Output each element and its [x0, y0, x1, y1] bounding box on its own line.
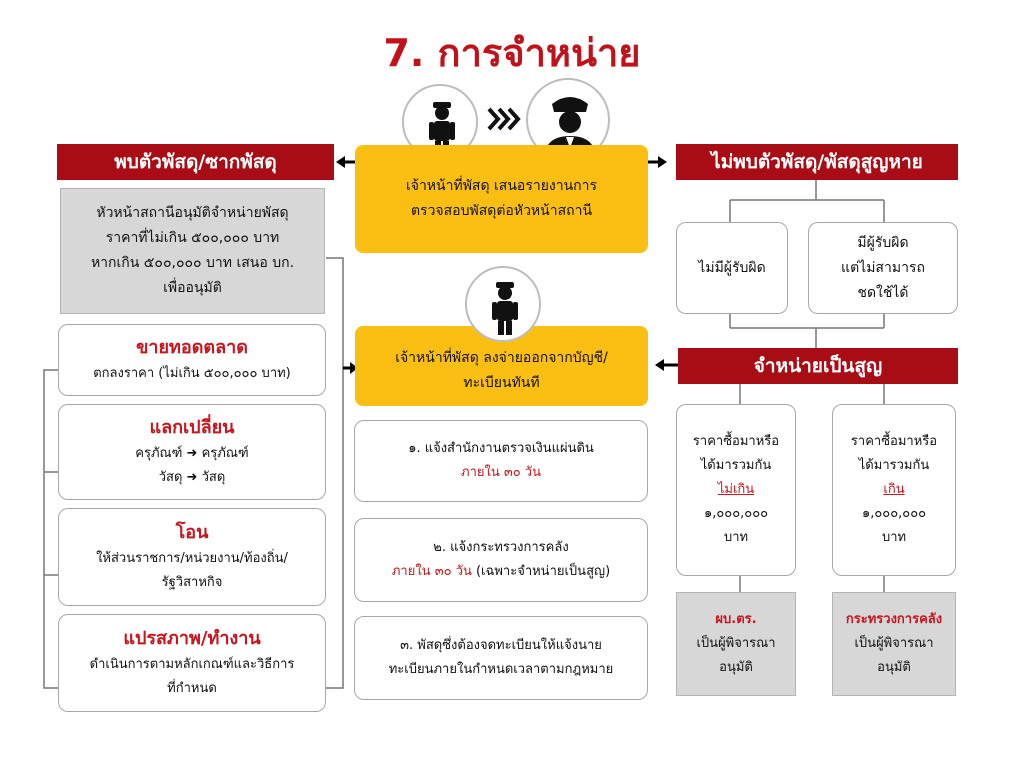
liable-line3: ชดใช้ได้ [857, 284, 909, 301]
step-3 [354, 616, 648, 700]
method-convert-line2: ที่กำหนด [167, 681, 217, 696]
method-exchange [58, 404, 326, 500]
step-2-note: (เฉพาะจำหน่ายเป็นสูญ) [471, 564, 611, 579]
writeoff-record-line2: ทะเบียนทันที [463, 375, 540, 391]
chevrons-right-icon [486, 104, 522, 134]
exchange-to-2: วัสดุ [201, 470, 226, 485]
police-officer-icon [465, 266, 541, 342]
approval-line3: หากเกิน ๕๐๐,๐๐๐ บาท เสนอ บก. [90, 255, 295, 271]
writeoff-record-line1: เจ้าหน้าที่พัสดุ ลงจ่ายออกจากบัญชี/ [395, 350, 608, 366]
price-under-line1: ราคาซื้อมาหรือ [692, 434, 780, 449]
exchange-row-1 [135, 442, 248, 466]
price-under-amount: ๑,๐๐๐,๐๐๐ [703, 506, 769, 521]
exchange-from-1: ครุภัณฑ์ [135, 446, 183, 461]
exchange-from-2: วัสดุ [158, 470, 183, 485]
liable-line1: มีผู้รับผิด [857, 234, 909, 251]
found-items-banner: พบตัวพัสดุ/ซากพัสดุ [57, 144, 334, 180]
price-under-unit: บาท [723, 530, 749, 545]
method-auction [58, 324, 326, 396]
approver-finance-name: กระทรวงการคลัง [845, 612, 943, 627]
approval-line4: เพื่ออนุมัติ [163, 280, 222, 296]
approver-finance-line2: อนุมัติ [877, 660, 911, 675]
price-under-line2: ได้มารวมกัน [700, 458, 772, 473]
approval-line2: ราคาที่ไม่เกิน ๕๐๐,๐๐๐ บาท [105, 230, 280, 246]
approver-police-line1: เป็นผู้พิจารณา [696, 636, 776, 651]
price-over-line2: ได้มารวมกัน [858, 458, 930, 473]
price-under-cond: ไม่เกิน [717, 482, 755, 497]
step-2-deadline: ภายใน ๓๐ วัน [391, 564, 472, 579]
step-3-line1: ๓. พัสดุซึ่งต้องจดทะเบียนให้แจ้งนาย [400, 638, 602, 653]
arrow-right-icon: ➜ [186, 470, 198, 485]
arrow-right-icon: ➜ [186, 446, 198, 461]
step-2-line1: ๒. แจ้งกระทรวงการคลัง [433, 540, 569, 555]
approval-box [60, 188, 325, 314]
exchange-to-1: ครุภัณฑ์ [201, 446, 249, 461]
step-1 [354, 420, 648, 502]
price-over-amount: ๑,๐๐๐,๐๐๐ [861, 506, 927, 521]
price-box-under [676, 404, 796, 576]
price-over-line1: ราคาซื้อมาหรือ [850, 434, 938, 449]
method-convert-title: แปรสภาพ/ทำงาน [123, 628, 261, 649]
method-auction-title: ขายทอดตลาด [136, 337, 248, 358]
step-2 [354, 518, 648, 602]
writeoff-banner: จำหน่ายเป็นสูญ [678, 348, 958, 384]
approver-police-name: ผบ.ตร. [715, 612, 757, 627]
price-over-cond: เกิน [883, 482, 905, 497]
method-transfer [58, 508, 326, 606]
page-title: 7. การจำหน่าย [383, 31, 641, 75]
no-liable-box: ไม่มีผู้รับผิด [676, 222, 788, 314]
step-1-deadline: ภายใน ๓๐ วัน [461, 465, 541, 480]
price-over-unit: บาท [881, 530, 907, 545]
step-3-note: ทะเบียนภายในกำหนดเวลาตามกฎหมาย [388, 662, 614, 677]
method-transfer-line2: รัฐวิสาหกิจ [161, 575, 223, 590]
liable-line2: แต่ไม่สามารถ [841, 259, 925, 276]
method-exchange-title: แลกเปลี่ยน [149, 417, 235, 438]
report-box [355, 145, 648, 253]
report-box-line1: เจ้าหน้าที่พัสดุ เสนอรายงานการ [405, 178, 598, 194]
method-convert-line1: ดำเนินการตามหลักเกณฑ์และวิธีการ [89, 657, 295, 672]
exchange-row-2 [159, 466, 226, 490]
report-box-line2: ตรวจสอบพัสดุต่อหัวหน้าสถานี [410, 203, 593, 219]
liable-box [808, 222, 958, 314]
method-convert [58, 614, 326, 712]
approval-line1: หัวหน้าสถานีอนุมัติจำหน่ายพัสดุ [96, 205, 289, 221]
approver-police-line2: อนุมัติ [719, 660, 753, 675]
step-1-line1: ๑. แจ้งสำนักงานตรวจเงินแผ่นดิน [408, 441, 594, 456]
approver-box-police [676, 592, 796, 696]
approver-box-finance [832, 592, 956, 696]
approver-finance-line1: เป็นผู้พิจารณา [854, 636, 934, 651]
method-auction-desc: ตกลงราคา (ไม่เกิน ๕๐๐,๐๐๐ บาท) [93, 366, 291, 381]
method-transfer-line1: ให้ส่วนราชการ/หน่วยงาน/ท้องถิ่น/ [96, 551, 288, 566]
price-box-over [832, 404, 956, 576]
method-transfer-title: โอน [175, 522, 209, 543]
lost-items-banner: ไม่พบตัวพัสดุ/พัสดุสูญหาย [676, 144, 958, 180]
